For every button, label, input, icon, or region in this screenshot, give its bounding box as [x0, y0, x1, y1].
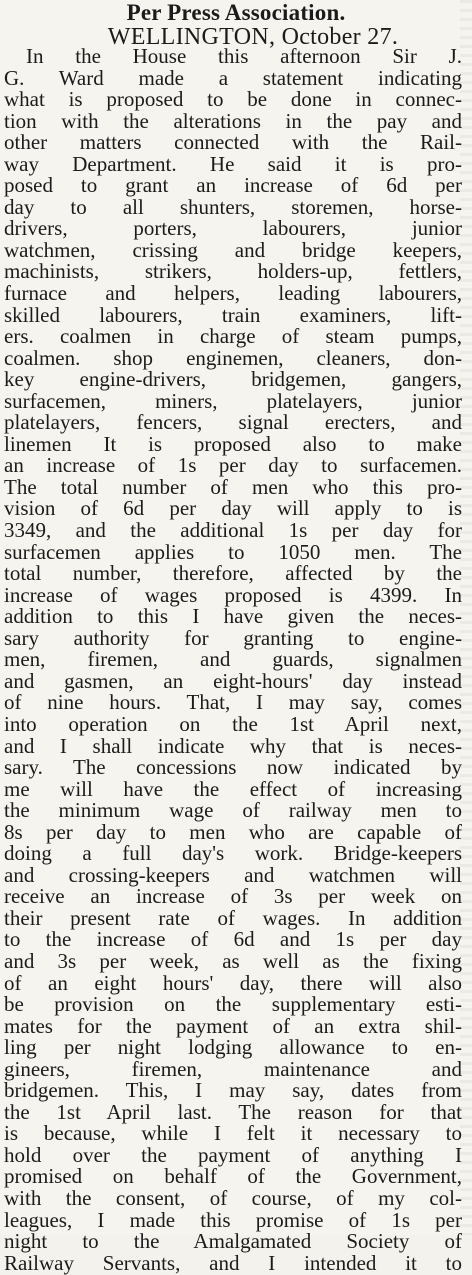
article-line: of an eight hours' day, there will also	[4, 970, 462, 995]
article-line: addition to this I have given the neces-	[4, 604, 462, 629]
article-line: and crossing-keepers and watchmen will	[4, 862, 462, 887]
article-line: promised on behalf of the Government,	[4, 1164, 462, 1189]
article-line: 8s per day to men who are capable of	[4, 819, 462, 844]
article-line: linemen It is proposed also to make	[4, 431, 462, 456]
dateline: WELLINGTON, October 27.	[107, 24, 399, 50]
article-line: 3349, and the additional 1s per day for	[4, 518, 462, 543]
press-credit: Per Press Association.	[126, 0, 346, 25]
article-line: surfacemen, miners, platelayers, junior	[4, 388, 462, 413]
article-line: tion with the alterations in the pay and	[4, 108, 462, 133]
article-line: furnace and helpers, leading labourers,	[4, 281, 462, 306]
article-line: increase of wages proposed is 4399. In	[4, 582, 462, 607]
article-line: men, firemen, and guards, signalmen	[4, 647, 462, 672]
article-body	[4, 46, 462, 1274]
article-line: and 3s per week, as well as the fixing	[4, 948, 462, 973]
article-line: G. Ward made a statement indicating	[4, 65, 462, 90]
article-line: way Department. He said it is pro-	[4, 151, 462, 176]
article-line: The total number of men who this pro-	[4, 474, 462, 499]
article-line: In the House this afternoon Sir J.	[26, 44, 462, 68]
article-line: Railway Servants, and I intended it to	[4, 1250, 462, 1275]
article-line: sary. The concessions now indicated by	[4, 755, 462, 780]
article-line: skilled labourers, train examiners, lift-	[4, 302, 462, 327]
article-line: night to the Amalgamated Society of	[4, 1229, 462, 1254]
article-line: drivers, porters, labourers, junior	[4, 216, 462, 241]
article-line: with the consent, of course, of my col-	[4, 1185, 462, 1210]
article-line: vision of 6d per day will apply to is	[4, 496, 462, 521]
article-line: machinists, strikers, holders-up, fettlers,	[4, 259, 462, 284]
article-line: what is proposed to be done in connec-	[4, 87, 462, 112]
article-line: is because, while I felt it necessary to	[4, 1121, 462, 1146]
article-line: bridgemen. This, I may say, dates from	[4, 1078, 462, 1103]
article-line: watchmen, crissing and bridge keepers,	[4, 237, 462, 262]
article-line: gineers, firemen, maintenance and	[4, 1056, 462, 1081]
article-line: leagues, I made this promise of 1s per	[4, 1207, 462, 1232]
article-line: to the increase of 6d and 1s per day	[4, 927, 462, 952]
article-line: the minimum wage of railway men to	[4, 798, 462, 823]
article-line: and gasmen, an eight-hours' day instead	[4, 668, 462, 693]
article-line: me will have the effect of increasing	[4, 776, 462, 801]
article-line: mates for the payment of an extra shil-	[4, 1013, 462, 1038]
article-line: the 1st April last. The reason for that	[4, 1099, 462, 1124]
article-line: of nine hours. That, I may say, comes	[4, 690, 462, 715]
article-line: surfacemen applies to 1050 men. The	[4, 539, 462, 564]
article-line: hold over the payment of anything I	[4, 1142, 462, 1167]
article-line: into operation on the 1st April next,	[4, 711, 462, 736]
article-line: their present rate of wages. In addition	[4, 905, 462, 930]
article-line: ling per night lodging allowance to en-	[4, 1035, 462, 1060]
article-line: and I shall indicate why that is neces-	[4, 733, 462, 758]
article-line: be provision on the supplementary esti-	[4, 992, 462, 1017]
article-line: other matters connected with the Rail-	[4, 130, 462, 155]
article-line: an increase of 1s per day to surfacemen.	[4, 453, 462, 478]
article-line: receive an increase of 3s per week on	[4, 884, 462, 909]
article-line: total number, therefore, affected by the	[4, 561, 462, 586]
article-line: day to all shunters, storemen, horse-	[4, 194, 462, 219]
article-line: platelayers, fencers, signal erecters, and	[4, 410, 462, 435]
article-line: doing a full day's work. Bridge-keepers	[4, 841, 462, 866]
article-line: posed to grant an increase of 6d per	[4, 173, 462, 198]
article-line: coalmen. shop enginemen, cleaners, don-	[4, 345, 462, 370]
article-line: key engine-drivers, bridgemen, gangers,	[4, 367, 462, 392]
article-line: sary authority for granting to engine-	[4, 625, 462, 650]
article-line: ers. coalmen in charge of steam pumps,	[4, 324, 462, 349]
